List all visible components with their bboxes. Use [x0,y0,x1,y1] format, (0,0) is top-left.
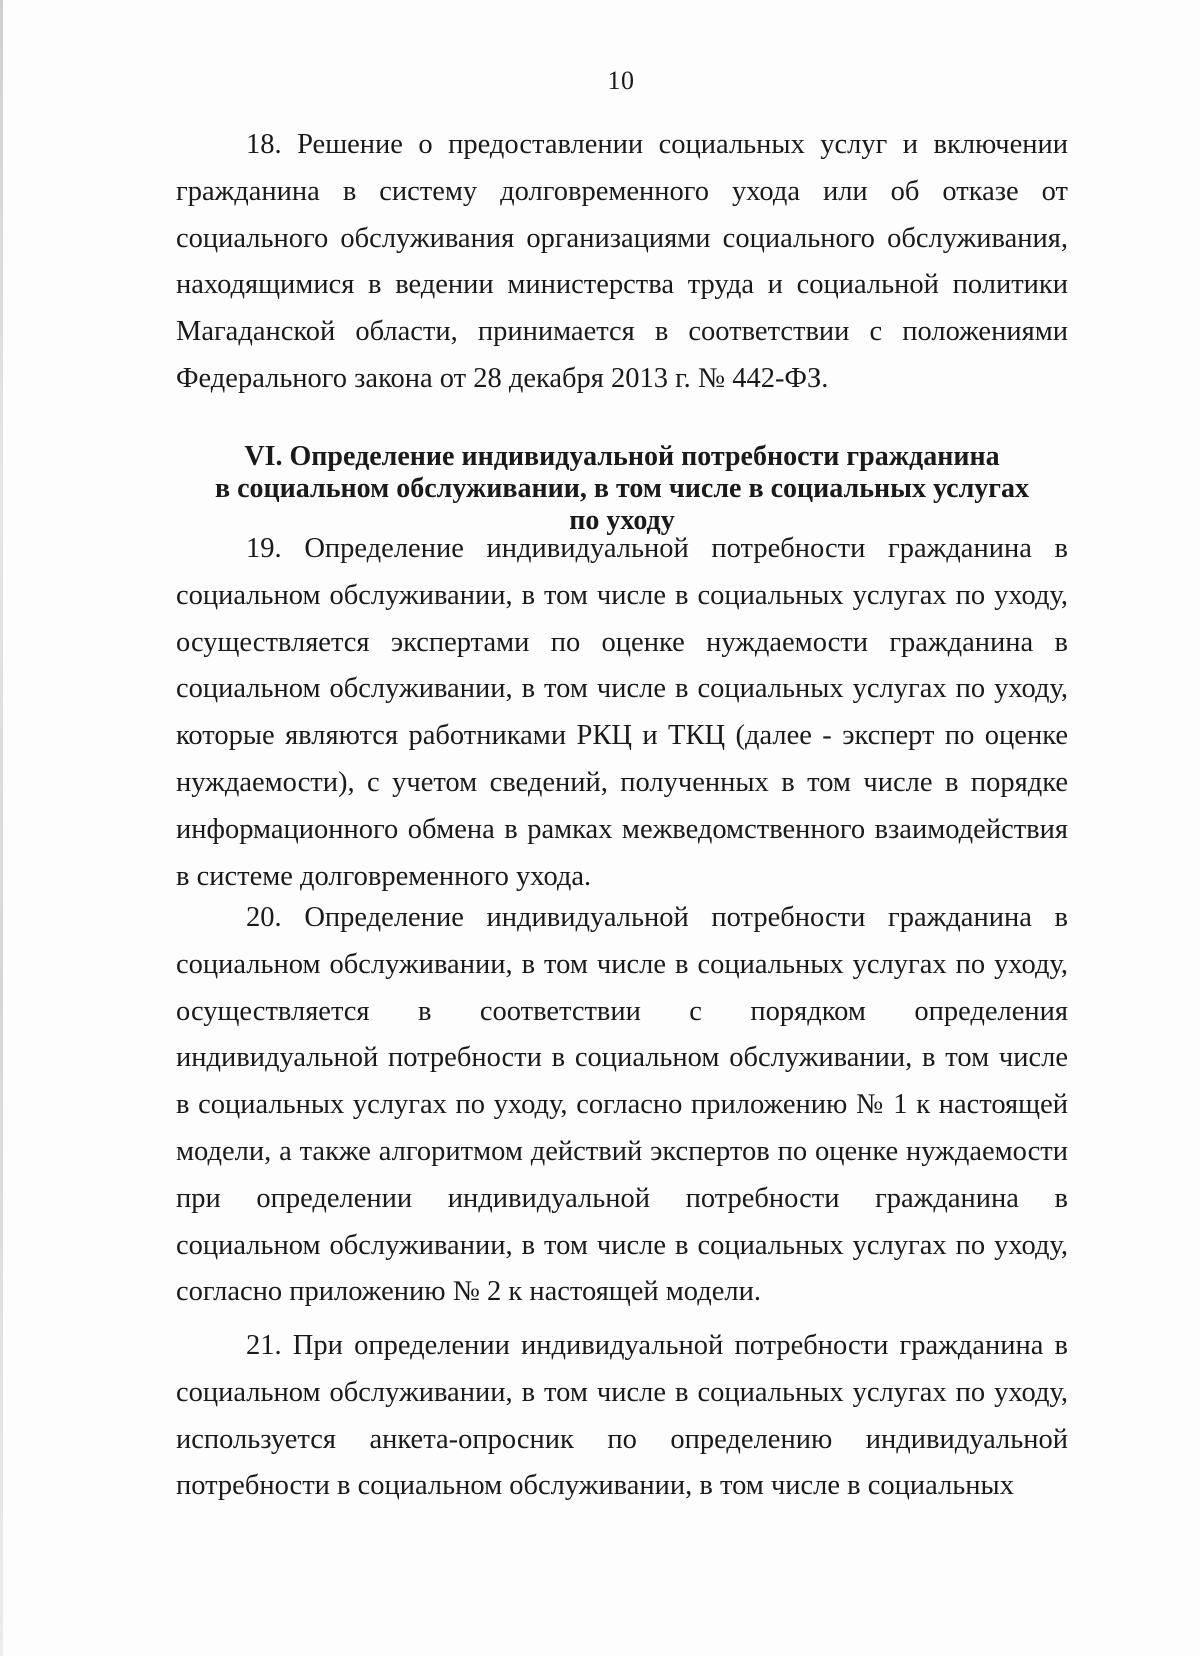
paragraph-text: 20. Определение индивидуальной потребности гражданина в социальном обслуживании, в том числе в социальных услугах по уходу, осуществляется в соответствии с порядком определения индивидуальной потребности в социальном обслуживании, в том числе в социальных услугах по уходу, согласно приложению № 1 к настоящей модели, а также алгоритмом действий экспертов по оценке нуждаемости при определении индивидуальной потребности гражданина в социальном обслуживании, в том числе в социальных услугах по уходу, согласно приложению № 2 к настоящей модели. [176,902,1068,1308]
page-number: 10 [607,66,635,95]
paragraph-text: 18. Решение о предоставлении социальных услуг и включении гражданина в систему долговременного ухода или об отказе от социального обслуживания организациями социального обслуживания, находящимися в ведении министерства труда и социальной политики Магаданской области, принимается в соответствии с положениями Федерального закона от 28 декабря 2013 г. № 442-ФЗ. [176,129,1068,394]
section-heading-line-1: VI. Определение индивидуальной потребности гражданина [244,441,1000,472]
paragraph-text: 19. Определение индивидуальной потребности гражданина в социальном обслуживании, в том числе в социальных услугах по уходу, осуществляется экспертами по оценке нуждаемости гражданина в социальном обслуживании, в том числе в социальных услугах по уходу, которые являются работниками РКЦ и ТКЦ (далее - эксперт по оценке нуждаемости), с учетом сведений, полученных в том числе в порядке информационного обмена в рамках межведомственного взаимодействия в системе долговременного ухода. [176,533,1068,892]
section-heading-line-2: в социальном обслуживании, в том числе в социальных услугах [214,473,1030,504]
section-heading [176,441,1068,537]
paragraph-20 [176,895,1068,1316]
paragraph-19 [176,526,1068,900]
paragraph-text: 21. При определении индивидуальной потребности гражданина в социальном обслуживании, в том числе в социальных услугах по уходу, используется анкета-опросник по определению индивидуальной потребности в социальном обслуживании, в том числе в социальных [176,1330,1068,1502]
scan-edge [0,0,3,1656]
paragraph-18 [176,122,1068,403]
paragraph-21 [176,1323,1068,1510]
section-heading-line-3: по уходу [569,505,675,536]
